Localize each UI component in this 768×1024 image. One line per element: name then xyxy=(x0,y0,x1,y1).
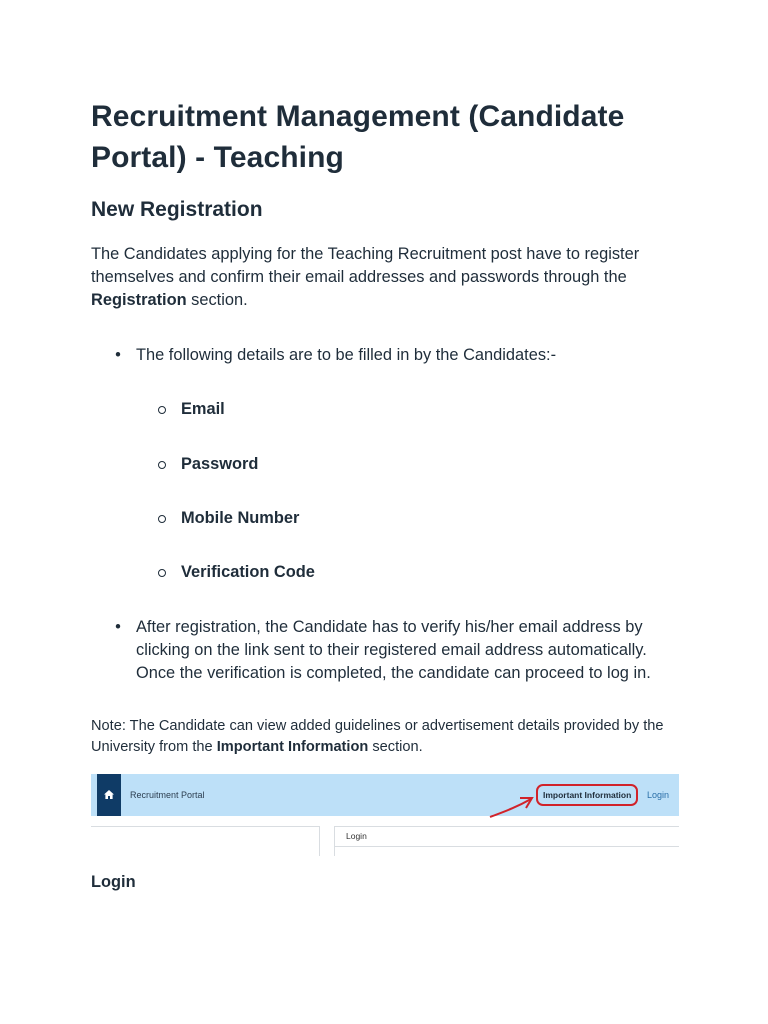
note-text: Note: The Candidate can view added guidelines or advertisement details provided by the University from the xyxy=(91,718,664,755)
arrow-icon xyxy=(487,794,537,820)
important-information-link-highlight[interactable] xyxy=(536,784,638,806)
bullet-marker: • xyxy=(115,618,121,636)
intro-text-end: section. xyxy=(186,291,248,309)
page-title: Recruitment Management (Candidate Portal) - Teaching xyxy=(91,100,625,174)
intro-text: The Candidates applying for the Teaching Recruitment post have to register themselves and confirm their email addresses and passwords through the xyxy=(91,245,640,286)
intro-paragraph xyxy=(91,243,681,312)
portal-brand-link[interactable]: Recruitment Portal xyxy=(130,790,205,800)
note-bold-important-information: Important Information xyxy=(216,738,369,755)
login-link[interactable]: Login xyxy=(647,790,670,800)
bullet-marker: • xyxy=(115,346,121,364)
intro-bold-registration: Registration xyxy=(91,291,187,309)
circle-bullet-icon xyxy=(158,461,166,469)
circle-bullet-icon xyxy=(158,406,166,414)
left-panel xyxy=(91,826,320,856)
section-heading-login: Login xyxy=(91,873,136,891)
note-text-end: section. xyxy=(368,738,423,755)
important-information-link[interactable]: Important Information xyxy=(543,790,632,800)
portal-screenshot xyxy=(91,774,679,856)
home-icon xyxy=(104,790,114,799)
field-label: Mobile Number xyxy=(181,509,300,527)
section-heading-new-registration: New Registration xyxy=(91,198,263,221)
field-label: Email xyxy=(181,400,225,418)
bullet-text: After registration, the Candidate has to verify his/her email address by clicking on the link sent to their registered email address automatically. Once the verification is completed, the candidate can proceed to log in. xyxy=(136,618,651,682)
home-button[interactable] xyxy=(97,774,121,816)
login-panel-title: Login xyxy=(346,831,367,841)
field-label: Password xyxy=(181,455,259,473)
circle-bullet-icon xyxy=(158,515,166,523)
note-paragraph xyxy=(91,716,681,757)
field-label: Verification Code xyxy=(181,563,315,581)
panel-divider xyxy=(335,846,679,847)
circle-bullet-icon xyxy=(158,569,166,577)
login-panel xyxy=(334,826,679,856)
bullet-text: The following details are to be filled in by the Candidates:- xyxy=(136,346,557,364)
